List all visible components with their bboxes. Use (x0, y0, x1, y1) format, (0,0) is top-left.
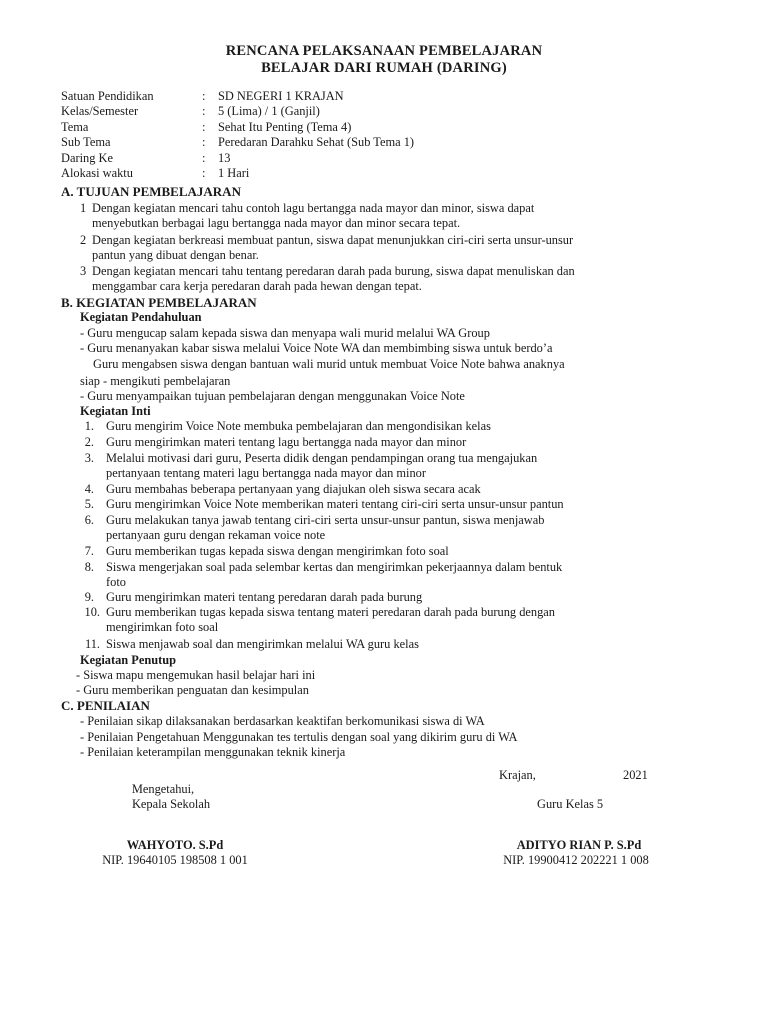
info-colon: : (202, 151, 206, 165)
signer-nip-right: NIP. 19900412 202221 1 008 (503, 853, 649, 867)
list-item-text: pertanyaan guru dengan rekaman voice note (106, 528, 326, 542)
list-item: siap - mengikuti pembelajaran (80, 374, 231, 388)
sign-kepala-title: Kepala Sekolah (131, 797, 211, 811)
info-colon: : (202, 135, 206, 149)
list-item-number: 1 (80, 201, 87, 215)
document-subtitle: BELAJAR DARI RUMAH (DARING) (261, 60, 507, 76)
penutup-title: Kegiatan Penutup (80, 653, 177, 667)
list-item-text: pantun yang dibuat dengan benar. (92, 248, 259, 262)
info-label: Satuan Pendidikan (61, 89, 154, 103)
list-item-text: Dengan kegiatan mencari tahu tentang peredaran darah pada burung, siswa dapat menuliskan dan (92, 264, 575, 278)
info-colon: : (202, 89, 206, 103)
sign-year: 2021 (623, 768, 648, 782)
list-item-text: Melalui motivasi dari guru, Peserta didik dengan pendampingan orang tua mengajukan (106, 451, 538, 465)
list-item-text: menggambar cara kerja peredaran darah pada hewan dengan tepat. (92, 279, 422, 293)
section-b-heading: B. KEGIATAN PEMBELAJARAN (61, 295, 257, 310)
list-item: - Penilaian keterampilan menggunakan teknik kinerja (80, 745, 346, 759)
list-item-text: Guru melakukan tanya jawab tentang ciri-ciri serta unsur-unsur pantun, siswa menjawab (106, 513, 545, 527)
list-item-number: 11. (84, 637, 100, 651)
info-label: Kelas/Semester (61, 104, 139, 118)
list-item-text: foto (106, 575, 126, 589)
list-item-number: 3. (84, 451, 94, 465)
list-item-text: Dengan kegiatan berkreasi membuat pantun, siswa dapat menunjukkan ciri-ciri serta unsur-unsur (92, 233, 574, 247)
section-c-heading: C. PENILAIAN (61, 698, 150, 713)
list-item-text: Guru membahas beberapa pertanyaan yang diajukan oleh siswa secara acak (106, 482, 481, 496)
list-item: - Siswa mapu mengemukan hasil belajar hari ini (76, 668, 316, 682)
list-item-text: Guru mengirimkan Voice Note memberikan materi tentang ciri-ciri serta unsur-unsur pantun (106, 497, 564, 511)
pendahuluan-title: Kegiatan Pendahuluan (80, 310, 202, 324)
list-item-number: 6. (84, 513, 94, 527)
list-item-number: 8. (84, 560, 94, 574)
list-item-text: Guru mengirimkan materi tentang lagu bertangga nada mayor dan minor (106, 435, 467, 449)
info-colon: : (202, 120, 206, 134)
list-item-text: Siswa mengerjakan soal pada selembar kertas dan mengirimkan pekerjaannya dalam bentuk (106, 560, 563, 574)
info-value: Peredaran Darahku Sehat (Sub Tema 1) (218, 135, 415, 149)
list-item: - Guru menanyakan kabar siswa melalui Voice Note WA dan membimbing siswa untuk berdo’a (80, 341, 553, 355)
info-label: Alokasi waktu (61, 166, 133, 180)
list-item: - Penilaian sikap dilaksanakan berdasarkan keaktifan berkomunikasi siswa di WA (80, 714, 485, 728)
list-item-text: Guru memberikan tugas kepada siswa tentang materi peredaran darah pada burung dengan (106, 605, 555, 619)
info-value: 13 (218, 151, 231, 165)
list-item-number: 4. (84, 482, 94, 496)
list-item-text: pertanyaan tentang materi lagu bertangga nada mayor dan minor (106, 466, 426, 480)
info-value: SD NEGERI 1 KRAJAN (218, 89, 344, 103)
signer-name-left: WAHYOTO. S.Pd (126, 838, 224, 852)
list-item-number: 7. (84, 544, 94, 558)
list-item-text: Guru memberikan tugas kepada siswa dengan mengirimkan foto soal (106, 544, 449, 558)
list-item-number: 9. (84, 590, 94, 604)
list-item-text: Guru mengirimkan materi tentang peredaran darah pada burung (106, 590, 423, 604)
document-title: RENCANA PELAKSANAAN PEMBELAJARAN (225, 43, 543, 59)
list-item-text: Siswa menjawab soal dan mengirimkan melalui WA guru kelas (106, 637, 419, 651)
list-item-number: 10. (84, 605, 100, 619)
list-item-number: 3 (80, 264, 87, 278)
info-label: Sub Tema (61, 135, 111, 149)
sign-guru-title: Guru Kelas 5 (537, 797, 604, 811)
info-value: 5 (Lima) / 1 (Ganjil) (218, 104, 320, 118)
info-label: Tema (61, 120, 89, 134)
sign-place: Krajan, (499, 768, 536, 782)
info-label: Daring Ke (61, 151, 113, 165)
signer-nip-left: NIP. 19640105 198508 1 001 (102, 853, 248, 867)
inti-title: Kegiatan Inti (80, 404, 151, 418)
info-value: 1 Hari (218, 166, 250, 180)
signer-name-right: ADITYO RIAN P. S.Pd (516, 838, 642, 852)
info-value: Sehat Itu Penting (Tema 4) (218, 120, 352, 134)
info-colon: : (202, 104, 206, 118)
list-item-number: 5. (84, 497, 94, 511)
list-item-number: 2. (84, 435, 94, 449)
list-item: Guru mengabsen siswa dengan bantuan wali murid untuk membuat Voice Note bahwa anaknya (93, 357, 565, 371)
list-item-text: Dengan kegiatan mencari tahu contoh lagu bertangga nada mayor dan minor, siswa dapat (92, 201, 535, 215)
list-item-text: Guru mengirim Voice Note membuka pembelajaran dan mengondisikan kelas (106, 419, 491, 433)
list-item-text: menyebutkan berbagai lagu bertangga nada mayor dan minor secara tepat. (92, 216, 461, 230)
section-a-heading: A. TUJUAN PEMBELAJARAN (61, 184, 241, 199)
list-item: - Guru mengucap salam kepada siswa dan menyapa wali murid melalui WA Group (80, 326, 490, 340)
list-item: - Guru memberikan penguatan dan kesimpulan (76, 683, 309, 697)
list-item-number: 2 (80, 233, 87, 247)
sign-mengetahui: Mengetahui, (131, 782, 195, 796)
list-item: - Guru menyampaikan tujuan pembelajaran dengan menggunakan Voice Note (80, 389, 465, 403)
list-item-number: 1. (84, 419, 94, 433)
list-item-text: mengirimkan foto soal (106, 620, 219, 634)
info-colon: : (202, 166, 206, 180)
list-item: - Penilaian Pengetahuan Menggunakan tes tertulis dengan soal yang dikirim guru di WA (80, 730, 518, 744)
